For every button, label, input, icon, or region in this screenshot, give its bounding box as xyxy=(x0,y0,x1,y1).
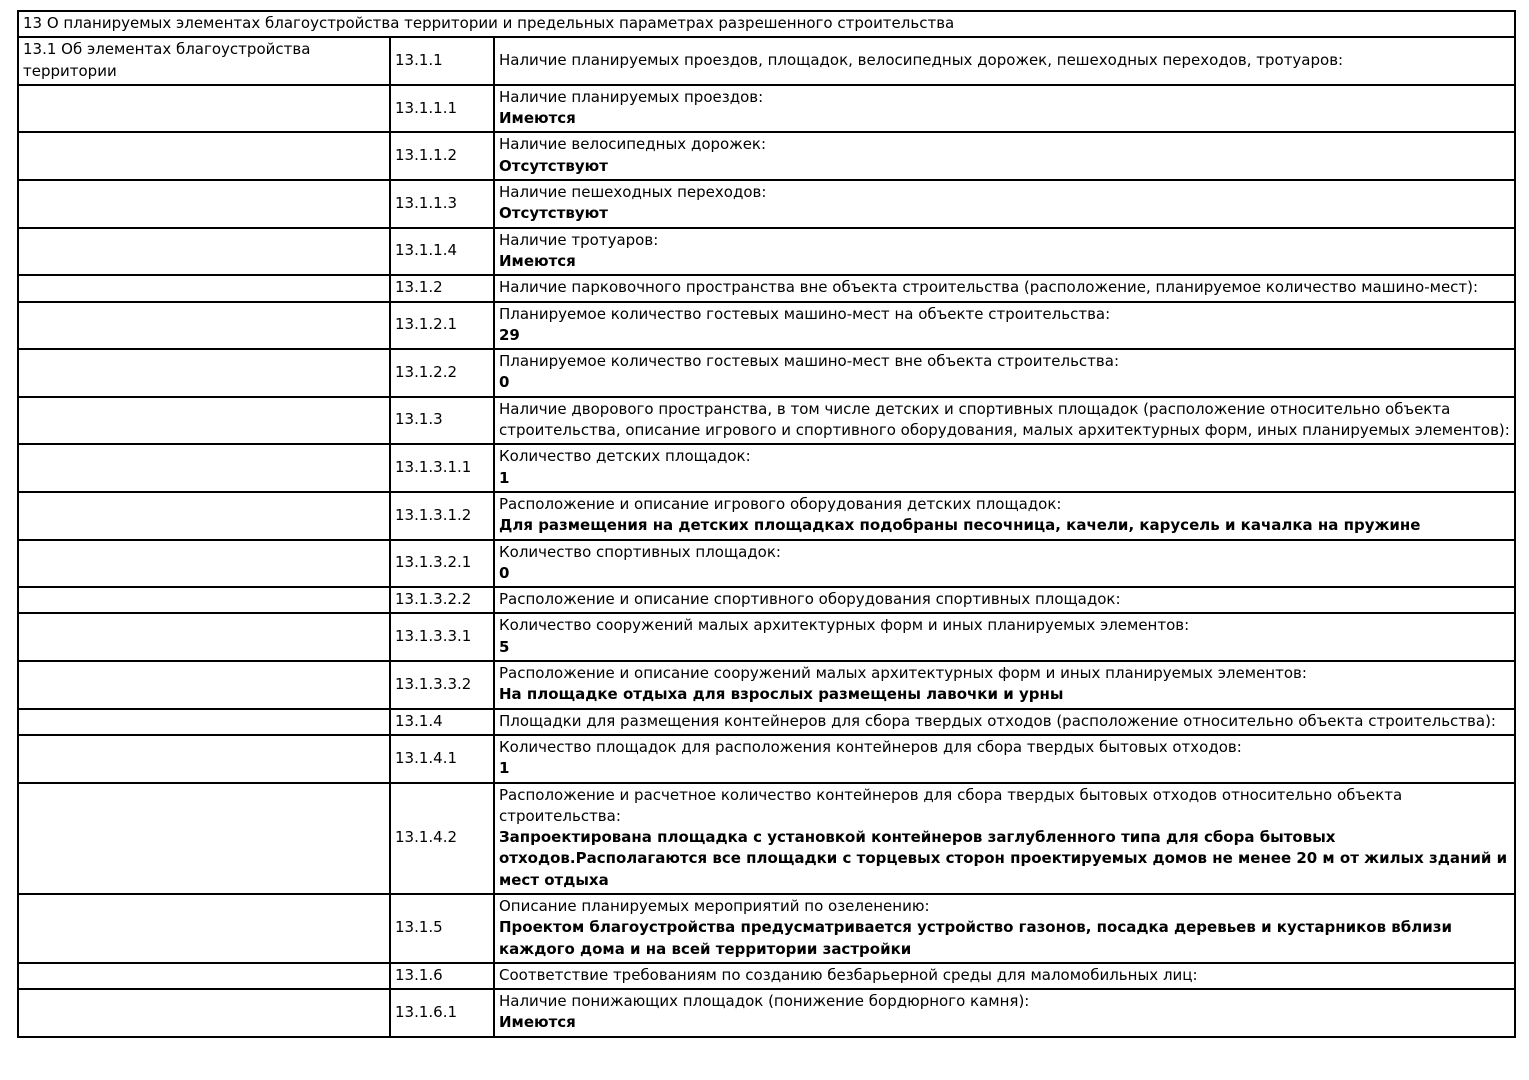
empty-section-cell xyxy=(18,709,390,735)
empty-section-cell xyxy=(18,783,390,894)
row-content xyxy=(494,228,1515,276)
row-value: 5 xyxy=(499,637,510,656)
row-content xyxy=(494,661,1515,709)
empty-section-cell xyxy=(18,989,390,1037)
row-content xyxy=(494,735,1515,783)
table-row xyxy=(18,132,1515,180)
row-code: 13.1.3.2.2 xyxy=(390,587,494,613)
row-code: 13.1.1.3 xyxy=(390,180,494,228)
row-label: Количество детских площадок: xyxy=(499,447,751,466)
row-content xyxy=(494,540,1515,588)
row-code: 13.1.1.4 xyxy=(390,228,494,276)
empty-section-cell xyxy=(18,587,390,613)
row-label: Расположение и расчетное количество контейнеров для сбора твердых бытовых отходов относительно объекта строительства: xyxy=(499,785,1403,825)
row-content xyxy=(494,275,1515,301)
table-row xyxy=(18,444,1515,492)
row-code: 13.1.3 xyxy=(390,397,494,445)
row-value: Имеются xyxy=(499,109,576,128)
row-value: Запроектирована площадка с установкой контейнеров заглубленного типа для сбора бытовых отходов.Располагаются все площадки с торцевых сторон проектируемых домов не менее 20 м от жилых зданий и мест отдыха xyxy=(499,828,1508,889)
row-content xyxy=(494,989,1515,1037)
table-row xyxy=(18,397,1515,445)
row-code: 13.1.6.1 xyxy=(390,989,494,1037)
row-code: 13.1.1.2 xyxy=(390,132,494,180)
row-content xyxy=(494,85,1515,133)
table-row xyxy=(18,661,1515,709)
section-header: 13 О планируемых элементах благоустройства территории и предельных параметрах разрешенного строительства xyxy=(18,11,1515,37)
table-row xyxy=(18,37,1515,85)
row-content xyxy=(494,132,1515,180)
empty-section-cell xyxy=(18,228,390,276)
row-content xyxy=(494,783,1515,894)
empty-section-cell xyxy=(18,275,390,301)
row-value: 1 xyxy=(499,468,510,487)
row-content xyxy=(494,709,1515,735)
row-code: 13.1.3.3.2 xyxy=(390,661,494,709)
empty-section-cell xyxy=(18,180,390,228)
table-row xyxy=(18,302,1515,350)
row-code: 13.1.3.1.1 xyxy=(390,444,494,492)
row-value: Проектом благоустройства предусматривается устройство газонов, посадка деревьев и кустарников вблизи каждого дома и на всей территории застройки xyxy=(499,918,1452,958)
table-row xyxy=(18,275,1515,301)
row-label: Расположение и описание игрового оборудования детских площадок: xyxy=(499,494,1062,513)
table-row xyxy=(18,613,1515,661)
row-label: Наличие понижающих площадок (понижение бордюрного камня): xyxy=(499,992,1030,1011)
empty-section-cell xyxy=(18,444,390,492)
row-label: Наличие пешеходных переходов: xyxy=(499,183,767,202)
row-code: 13.1.3.3.1 xyxy=(390,613,494,661)
row-content xyxy=(494,963,1515,989)
row-content xyxy=(494,397,1515,445)
table-row xyxy=(18,492,1515,540)
row-label: Планируемое количество гостевых машино-мест вне объекта строительства: xyxy=(499,352,1119,371)
empty-section-cell xyxy=(18,963,390,989)
row-code: 13.1.6 xyxy=(390,963,494,989)
empty-section-cell xyxy=(18,132,390,180)
table-row xyxy=(18,587,1515,613)
row-code: 13.1.1 xyxy=(390,37,494,85)
row-code: 13.1.4.1 xyxy=(390,735,494,783)
row-content xyxy=(494,613,1515,661)
table-body xyxy=(18,11,1515,1037)
row-label: Количество спортивных площадок: xyxy=(499,542,781,561)
table-row xyxy=(18,540,1515,588)
row-label: Количество сооружений малых архитектурных форм и иных планируемых элементов: xyxy=(499,616,1190,635)
row-value: На площадке отдыха для взрослых размещены лавочки и урны xyxy=(499,685,1064,704)
empty-section-cell xyxy=(18,85,390,133)
empty-section-cell xyxy=(18,735,390,783)
table-row xyxy=(18,735,1515,783)
table-row xyxy=(18,783,1515,894)
table-row xyxy=(18,989,1515,1037)
row-label: Наличие тротуаров: xyxy=(499,230,659,249)
row-code: 13.1.3.1.2 xyxy=(390,492,494,540)
row-code: 13.1.4 xyxy=(390,709,494,735)
section-header-row xyxy=(18,11,1515,37)
row-content xyxy=(494,37,1515,85)
row-code: 13.1.2 xyxy=(390,275,494,301)
table-row xyxy=(18,180,1515,228)
table-row xyxy=(18,963,1515,989)
empty-section-cell xyxy=(18,613,390,661)
row-value: Имеются xyxy=(499,1013,576,1032)
row-value: 0 xyxy=(499,563,510,582)
row-label: Наличие дворового пространства, в том числе детских и спортивных площадок (расположение относительно объекта строительства, описание игрового и спортивного оборудования, малых архитектурных форм, иных планируемых элементов): xyxy=(499,399,1510,440)
row-content xyxy=(494,894,1515,963)
row-content xyxy=(494,302,1515,350)
row-label: Количество площадок для расположения контейнеров для сбора твердых бытовых отходов: xyxy=(499,737,1242,756)
empty-section-cell xyxy=(18,397,390,445)
row-label: Соответствие требованиям по созданию безбарьерной среды для маломобильных лиц: xyxy=(499,965,1198,984)
row-content xyxy=(494,349,1515,397)
row-value: Отсутствуют xyxy=(499,156,608,175)
empty-section-cell xyxy=(18,492,390,540)
table-row xyxy=(18,228,1515,276)
row-code: 13.1.2.2 xyxy=(390,349,494,397)
row-value: Имеются xyxy=(499,251,576,270)
empty-section-cell xyxy=(18,661,390,709)
row-label: Наличие планируемых проездов: xyxy=(499,87,764,106)
row-label: Площадки для размещения контейнеров для сбора твердых отходов (расположение относительно объекта строительства): xyxy=(499,711,1496,730)
empty-section-cell xyxy=(18,894,390,963)
row-code: 13.1.2.1 xyxy=(390,302,494,350)
row-label: Расположение и описание сооружений малых архитектурных форм и иных планируемых элементов: xyxy=(499,664,1307,683)
row-code: 13.1.5 xyxy=(390,894,494,963)
row-value: 0 xyxy=(499,373,510,392)
table-row xyxy=(18,349,1515,397)
row-content xyxy=(494,444,1515,492)
row-value: Для размещения на детских площадках подобраны песочница, качели, карусель и качалка на пружине xyxy=(499,516,1421,535)
row-value: 1 xyxy=(499,759,510,778)
declaration-table xyxy=(17,10,1516,1038)
table-row xyxy=(18,894,1515,963)
row-content xyxy=(494,492,1515,540)
row-label: Описание планируемых мероприятий по озеленению: xyxy=(499,896,930,915)
subsection-cell: 13.1 Об элементах благоустройства территории xyxy=(18,37,390,85)
empty-section-cell xyxy=(18,349,390,397)
empty-section-cell xyxy=(18,540,390,588)
empty-section-cell xyxy=(18,302,390,350)
row-label: Расположение и описание спортивного оборудования спортивных площадок: xyxy=(499,590,1121,609)
row-label: Наличие велосипедных дорожек: xyxy=(499,135,767,154)
row-content xyxy=(494,180,1515,228)
row-label: Наличие парковочного пространства вне объекта строительства (расположение, планируемое количество машино-мест): xyxy=(499,278,1479,297)
row-code: 13.1.4.2 xyxy=(390,783,494,894)
row-code: 13.1.3.2.1 xyxy=(390,540,494,588)
row-content xyxy=(494,587,1515,613)
row-label: Наличие планируемых проездов, площадок, велосипедных дорожек, пешеходных переходов, тротуаров: xyxy=(499,50,1344,69)
row-value: 29 xyxy=(499,325,520,344)
row-code: 13.1.1.1 xyxy=(390,85,494,133)
row-label: Планируемое количество гостевых машино-мест на объекте строительства: xyxy=(499,304,1111,323)
table-row xyxy=(18,709,1515,735)
table-row xyxy=(18,85,1515,133)
row-value: Отсутствуют xyxy=(499,204,608,223)
